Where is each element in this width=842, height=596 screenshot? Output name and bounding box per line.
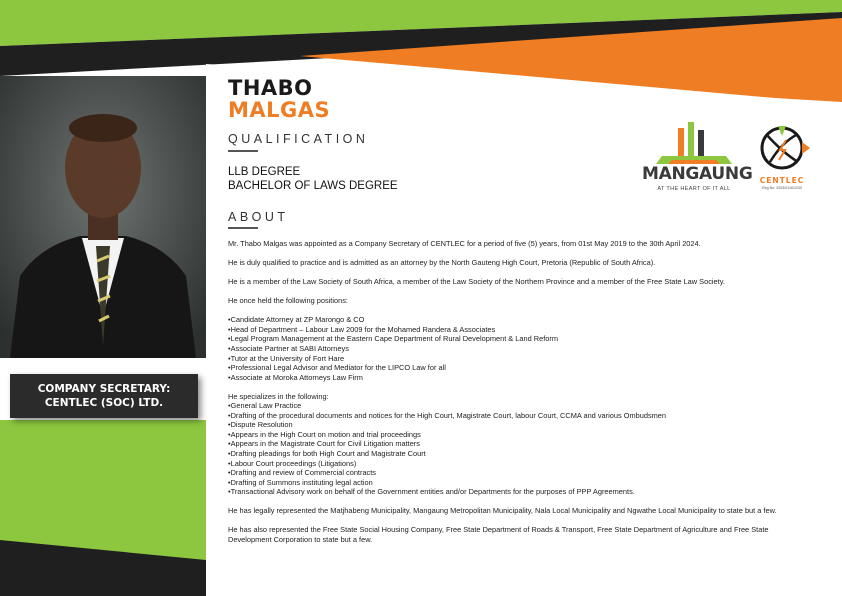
about-paragraph-3: He is a member of the Law Society of South Africa, a member of the Law Society of the Northern Province and a member of the Free State Law Society. <box>228 277 725 287</box>
centlec-logo <box>752 122 812 194</box>
mangaung-logo-name: MANGAUNG <box>642 164 753 184</box>
about-paragraph-7: He has also represented the Free State Social Housing Company, Free State Department of Roads & Transport, Free State Department of Agriculture and Free State Development Corporation to state but a few. <box>228 525 769 544</box>
about-heading: ABOUT <box>228 210 289 224</box>
role-line-1: COMPANY SECRETARY: <box>37 383 171 395</box>
centlec-logo-icon <box>752 122 812 176</box>
about-body <box>228 239 794 554</box>
list-item: • Drafting of the procedural documents and notices for the High Court, Magistrate Court, labour Court, CCMA and various Ombudsmen <box>228 411 794 421</box>
about-paragraph-1: Mr. Thabo Malgas was appointed as a Company Secretary of CENTLEC for a period of five (5) years, from 01st May 2019 to the 30th April 2024. <box>228 239 701 248</box>
list-item: • Drafting pleadings for both High Court and Magistrate Court <box>228 449 794 459</box>
mangaung-logo-icon <box>642 120 746 166</box>
qualification-divider <box>228 150 258 152</box>
qualification-line-2: BACHELOR OF LAWS DEGREE <box>228 180 398 192</box>
list-item: • Drafting and review of Commercial contracts <box>228 468 794 478</box>
specializations-list <box>228 401 794 496</box>
positions-list <box>228 315 794 382</box>
qualification-line-1: LLB DEGREE <box>228 166 301 178</box>
qualification-text <box>228 165 398 193</box>
about-paragraph-5: He specializes in the following: <box>228 391 329 401</box>
about-paragraph-2: He is duly qualified to practice and is admitted as an attorney by the North Gauteng High Court, Pretoria (Republic of South Africa). <box>228 258 656 268</box>
centlec-logo-reg: Reg No. 2003/011612/30 <box>762 186 802 190</box>
role-line-2: CENTLEC (SOC) LTD. <box>44 397 164 409</box>
last-name: MALGAS <box>228 98 331 122</box>
qualification-heading: QUALIFICATION <box>228 132 369 146</box>
list-item: • Tutor at the University of Fort Hare <box>228 354 794 364</box>
list-item: • Professional Legal Advisor and Mediator for the LIPCO Law for all <box>228 363 794 373</box>
about-paragraph-6: He has legally represented the Matjhabeng Municipality, Mangaung Metropolitan Municipality, Nala Local Municipality and Ngwathe Local Municipality to state but a few. <box>228 506 777 516</box>
about-divider <box>228 227 258 229</box>
list-item: • Candidate Attorney at ZP Marongo & CO <box>228 315 794 325</box>
centlec-logo-name: CENTLEC <box>759 176 805 185</box>
list-item: • Labour Court proceedings (Litigations) <box>228 459 794 469</box>
list-item: • Dispute Resolution <box>228 420 794 430</box>
list-item: • Associate at Moroka Attorneys Law Firm <box>228 373 794 383</box>
list-item: • Transactional Advisory work on behalf of the Government entities and/or Departments for the purposes of PPP Agreements. <box>228 487 794 497</box>
mangaung-logo <box>642 120 753 198</box>
list-item: • Associate Partner at SABI Attorneys <box>228 344 794 354</box>
portrait-photo <box>0 76 206 358</box>
about-paragraph-4: He once held the following positions: <box>228 296 348 306</box>
list-item: • Appears in the High Court on motion and trial proceedings <box>228 430 794 440</box>
list-item: • Appears in the Magistrate Court for Civil Litigation matters <box>228 439 794 449</box>
first-name: THABO <box>228 76 313 100</box>
role-label-box <box>10 374 198 418</box>
list-item: • Drafting of Summons instituting legal action <box>228 478 794 488</box>
list-item: • General Law Practice <box>228 401 794 411</box>
list-item: • Head of Department – Labour Law 2009 for the Mohamed Randera & Associates <box>228 325 794 335</box>
mangaung-logo-tagline: AT THE HEART OF IT ALL <box>657 186 731 192</box>
list-item: • Legal Program Management at the Eastern Cape Department of Rural Development & Land Reform <box>228 334 794 344</box>
